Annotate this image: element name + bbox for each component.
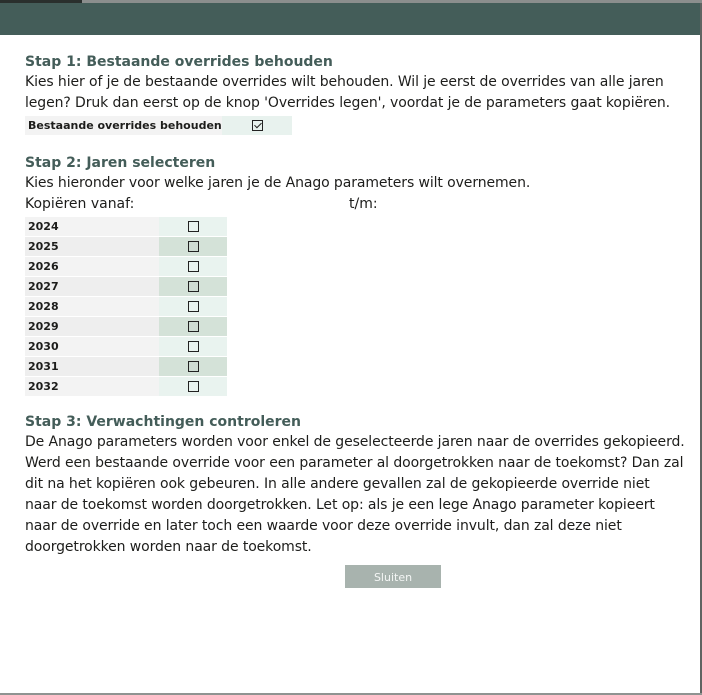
year-checkbox[interactable] (188, 321, 199, 332)
year-label: 2032 (25, 377, 159, 396)
year-checkbox[interactable] (188, 381, 199, 392)
year-row (25, 357, 227, 376)
step-1-title: Stap 1: Bestaande overrides behouden (25, 54, 333, 70)
year-row (25, 237, 227, 256)
step-3-section (25, 412, 685, 558)
year-checkbox[interactable] (188, 261, 199, 272)
year-row (25, 257, 227, 276)
year-checkbox[interactable] (188, 341, 199, 352)
step-2-description: Kies hieronder voor welke jaren je de Anago parameters wilt overnemen. (25, 175, 531, 191)
keep-overrides-row (25, 116, 685, 135)
year-checkbox-cell (159, 237, 227, 256)
year-label: 2030 (25, 337, 159, 356)
year-checkbox-cell (159, 217, 227, 236)
year-checkbox-cell (159, 377, 227, 396)
year-label: 2024 (25, 217, 159, 236)
year-checkbox[interactable] (188, 281, 199, 292)
year-row (25, 337, 227, 356)
year-checkbox-cell (159, 277, 227, 296)
year-checkbox[interactable] (188, 361, 199, 372)
close-button[interactable]: Sluiten (345, 565, 441, 588)
dialog-content (25, 52, 685, 558)
year-checkbox[interactable] (188, 241, 199, 252)
step-3-description: De Anago parameters worden voor enkel de geselecteerde jaren naar de overrides gekopieerd. Werd een bestaande override voor een parameter al doorgetrokken naar de toekomst? Dan zal dit na het kopiëren ook gebeuren. In alle andere gevallen zal de gekopieerde override niet naar de toekomst worden doorgetrokken. Let op: als je een lege Anago parameter kopieert naar de override en later toch een waarde voor deze override invult, dan zal deze niet doorgetrokken worden naar de toekomst. (25, 434, 685, 555)
year-checkbox[interactable] (188, 301, 199, 312)
step-2-title: Stap 2: Jaren selecteren (25, 155, 216, 171)
year-checkbox[interactable] (188, 221, 199, 232)
dialog-header (0, 3, 700, 35)
to-label: t/m: (349, 196, 378, 212)
year-row (25, 217, 227, 236)
year-row (25, 377, 227, 396)
year-label: 2029 (25, 317, 159, 336)
year-row (25, 277, 227, 296)
year-row (25, 297, 227, 316)
year-checkbox-cell (159, 317, 227, 336)
year-checkbox-cell (159, 337, 227, 356)
keep-overrides-checkbox[interactable] (252, 120, 263, 131)
year-checkbox-cell (159, 257, 227, 276)
year-range-labels (25, 194, 685, 215)
year-label: 2031 (25, 357, 159, 376)
year-list (25, 217, 227, 396)
year-checkbox-cell (159, 357, 227, 376)
step-1-section (25, 52, 685, 135)
step-3-title: Stap 3: Verwachtingen controleren (25, 414, 302, 430)
step-1-description: Kies hier of je de bestaande overrides wilt behouden. Wil je eerst de overrides van alle jaren legen? Druk dan eerst op de knop 'Overrides legen', voordat je de parameters gaat kopiëren. (25, 74, 670, 111)
step-2-section (25, 153, 685, 396)
year-label: 2025 (25, 237, 159, 256)
keep-overrides-label: Bestaande overrides behouden (25, 116, 222, 135)
from-label: Kopiëren vanaf: (25, 196, 135, 212)
year-label: 2028 (25, 297, 159, 316)
year-row (25, 317, 227, 336)
year-label: 2026 (25, 257, 159, 276)
year-label: 2027 (25, 277, 159, 296)
year-checkbox-cell (159, 297, 227, 316)
keep-overrides-cell (222, 116, 292, 135)
